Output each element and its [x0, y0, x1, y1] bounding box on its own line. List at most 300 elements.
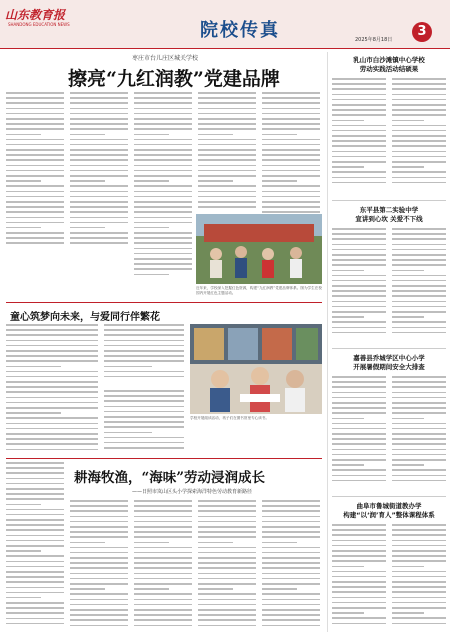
text-line [6, 232, 64, 234]
sidebar-sep-2 [332, 348, 446, 349]
text-line [70, 526, 128, 528]
sidebar-item-1-title: 乳山市白沙滩镇中心学校 劳动实践活动结硕果 [353, 56, 425, 73]
text-line [332, 140, 386, 142]
text-line [332, 402, 386, 404]
text-line [332, 244, 386, 246]
text-line [392, 566, 424, 568]
text-line [104, 390, 184, 392]
text-line [262, 201, 320, 203]
text-line [134, 92, 192, 94]
text-line [262, 531, 320, 533]
text-line [392, 418, 424, 420]
text-line [332, 617, 386, 619]
text-line [134, 108, 192, 110]
text-line [262, 619, 320, 621]
text-line [104, 447, 184, 449]
text-line [70, 191, 128, 193]
text-line [6, 618, 64, 620]
text-line [392, 301, 446, 303]
text-line [198, 588, 233, 590]
lead-body-col-2 [70, 92, 128, 252]
text-line [262, 123, 320, 125]
text-line [262, 583, 320, 585]
text-line [332, 301, 386, 303]
text-line [332, 550, 386, 552]
text-line [392, 402, 446, 404]
text-line [392, 581, 446, 583]
text-line [392, 130, 446, 132]
page-number: 3 [412, 22, 432, 42]
text-line [332, 386, 386, 388]
text-line [198, 149, 256, 151]
text-line [6, 170, 64, 172]
text-line [134, 619, 192, 621]
text-line [392, 177, 446, 179]
text-line [392, 545, 446, 547]
text-line [198, 92, 256, 94]
text-line [6, 524, 64, 526]
text-line [392, 480, 446, 482]
text-line [70, 165, 128, 167]
text-line [198, 552, 256, 554]
lead-photo-caption: 近年来，学校深入挖掘红色资源，构建“九红润教”党建品牌体系。图为学生在校园内开展红色主题活动。 [196, 286, 322, 295]
text-line [134, 516, 192, 518]
text-line [392, 88, 446, 90]
text-line [198, 144, 256, 146]
text-line [262, 625, 320, 627]
text-line [198, 542, 233, 544]
text-line [332, 254, 386, 256]
text-line [332, 125, 386, 127]
text-line [6, 92, 64, 94]
text-line [392, 454, 446, 456]
text-line [392, 617, 446, 619]
text-line [392, 540, 446, 542]
text-line [70, 123, 128, 125]
text-line [70, 604, 128, 606]
text-line [332, 597, 386, 599]
text-line [104, 355, 184, 357]
text-line [70, 609, 128, 611]
text-line [262, 92, 320, 94]
text-line [104, 395, 184, 397]
feature3-body-col-2 [70, 500, 128, 632]
text-line [6, 407, 98, 409]
text-line [70, 128, 128, 130]
text-line [392, 524, 446, 526]
text-line [6, 462, 64, 464]
text-line [6, 329, 98, 331]
text-line [332, 581, 386, 583]
text-line [6, 561, 64, 563]
text-line [262, 139, 320, 141]
text-line [332, 534, 386, 536]
text-line [262, 526, 320, 528]
text-line [332, 290, 386, 292]
text-line [134, 510, 192, 512]
text-line [392, 161, 446, 163]
text-line [134, 97, 192, 99]
text-line [392, 392, 446, 394]
lead-body-col-5 [262, 92, 320, 222]
text-line [198, 593, 256, 595]
text-line [134, 562, 192, 564]
text-line [392, 259, 446, 261]
text-line [6, 381, 98, 383]
text-line [332, 449, 386, 451]
sidebar-sep-1 [332, 200, 446, 201]
text-line [6, 438, 98, 440]
sidebar-item-3-body-col-1 [332, 376, 386, 488]
text-line [70, 154, 128, 156]
text-line [198, 583, 256, 585]
text-line [104, 442, 184, 444]
text-line [198, 128, 256, 130]
feature2-photo [190, 324, 322, 414]
text-line [332, 540, 386, 542]
text-line [332, 428, 386, 430]
text-line [198, 108, 256, 110]
text-line [6, 623, 64, 625]
text-line [332, 99, 386, 101]
lead-photo [196, 214, 322, 284]
text-line [134, 583, 192, 585]
text-line [332, 94, 386, 96]
text-line [134, 149, 192, 151]
text-line [134, 170, 192, 172]
text-line [70, 567, 128, 569]
text-line [332, 423, 386, 425]
text-line [392, 151, 446, 153]
sidebar-item-1-body-col-2 [392, 78, 446, 190]
text-line [6, 159, 64, 161]
text-line [70, 102, 128, 104]
text-line [6, 324, 98, 326]
text-line [6, 472, 64, 474]
text-line [392, 311, 446, 313]
text-line [134, 552, 192, 554]
text-line [262, 542, 297, 544]
text-line [332, 259, 386, 261]
text-line [262, 180, 297, 182]
text-line [392, 376, 446, 378]
text-line [332, 560, 386, 562]
text-line [392, 433, 446, 435]
text-line [70, 599, 128, 601]
text-line [70, 588, 105, 590]
text-line [332, 381, 386, 383]
text-line [134, 253, 192, 255]
text-line [332, 571, 386, 573]
text-line [392, 464, 424, 466]
text-line [332, 311, 386, 313]
text-line [70, 505, 128, 507]
text-line [332, 83, 386, 85]
text-line [134, 134, 169, 136]
text-line [6, 185, 64, 187]
text-line [392, 459, 446, 461]
text-line [134, 268, 192, 270]
text-line [332, 171, 386, 173]
text-line [6, 334, 98, 336]
text-line [104, 345, 184, 347]
text-line [6, 545, 64, 547]
text-line [104, 324, 184, 326]
text-line [6, 535, 64, 537]
text-line [104, 334, 184, 336]
text-line [332, 104, 386, 106]
text-line [392, 560, 446, 562]
text-line [70, 552, 128, 554]
text-line [262, 516, 320, 518]
text-line [262, 547, 320, 549]
text-line [6, 602, 64, 604]
text-line [332, 78, 386, 80]
text-line [6, 576, 64, 578]
text-line [6, 607, 64, 609]
text-line [392, 597, 446, 599]
text-line [6, 154, 64, 156]
text-line [6, 237, 64, 239]
text-line [332, 376, 386, 378]
feature2-body-col-1 [6, 324, 98, 454]
text-line [262, 567, 320, 569]
text-line [392, 270, 424, 272]
section-title: 院校传真 [200, 20, 280, 41]
text-line [262, 593, 320, 595]
text-line [134, 227, 169, 229]
text-line [392, 275, 446, 277]
text-line [134, 578, 192, 580]
text-line [134, 206, 192, 208]
text-line [332, 555, 386, 557]
text-line [392, 321, 446, 323]
text-line [134, 144, 192, 146]
lead-body-col-4 [198, 92, 256, 212]
text-line [6, 201, 64, 203]
text-line [6, 449, 98, 451]
text-line [262, 108, 320, 110]
text-line [104, 437, 184, 439]
text-line [392, 475, 446, 477]
text-line [6, 355, 98, 357]
text-line [332, 433, 386, 435]
text-line [392, 171, 446, 173]
text-line [70, 139, 128, 141]
text-line [332, 612, 364, 614]
text-line [392, 534, 446, 536]
text-line [104, 376, 184, 378]
text-line [104, 371, 184, 373]
text-line [6, 540, 64, 542]
text-line [392, 254, 446, 256]
text-line [392, 443, 446, 445]
text-line [332, 161, 386, 163]
text-line [392, 125, 446, 127]
text-line [104, 350, 184, 352]
text-line [70, 562, 128, 564]
text-line [134, 557, 192, 559]
text-line [70, 113, 128, 115]
text-line [6, 529, 64, 531]
text-line [134, 531, 192, 533]
text-line [392, 290, 446, 292]
text-line [134, 588, 169, 590]
text-line [262, 159, 320, 161]
text-line [332, 306, 386, 308]
text-line [134, 211, 192, 213]
text-line [70, 149, 128, 151]
text-line [6, 467, 64, 469]
text-line [392, 591, 446, 593]
text-line [70, 531, 128, 533]
text-line [392, 332, 446, 334]
text-line [332, 459, 386, 461]
text-line [6, 97, 64, 99]
text-line [70, 547, 128, 549]
feature3-top-rule [6, 458, 322, 459]
text-line [392, 586, 446, 588]
lead-kicker: 枣庄市台儿庄区城关学校 [132, 55, 199, 62]
text-line [198, 165, 256, 167]
text-line [104, 360, 184, 362]
text-line [6, 555, 64, 557]
text-line [392, 428, 446, 430]
text-line [392, 135, 446, 137]
text-line [332, 623, 386, 625]
text-line [134, 139, 192, 141]
text-line [70, 542, 105, 544]
text-line [70, 521, 128, 523]
text-line [332, 607, 386, 609]
text-line [134, 500, 192, 502]
text-line [104, 400, 184, 402]
text-line [392, 612, 424, 614]
text-line [332, 407, 386, 409]
text-line [134, 593, 192, 595]
text-line [198, 536, 256, 538]
text-line [134, 191, 192, 193]
text-line [332, 120, 364, 122]
text-line [392, 78, 446, 80]
text-line [134, 567, 192, 569]
text-line [392, 571, 446, 573]
feature3-subheadline: ——日照市岚山区头小学探索海洋特色劳动教育新路径 [132, 489, 253, 495]
text-line [70, 536, 128, 538]
text-line [332, 545, 386, 547]
text-line [134, 123, 192, 125]
text-line [134, 263, 192, 265]
text-line [392, 602, 446, 604]
text-line [134, 258, 192, 260]
newspaper-logo: 山东教育报 [5, 8, 66, 22]
text-line [332, 591, 386, 593]
text-line [332, 443, 386, 445]
text-line [70, 92, 128, 94]
text-line [6, 227, 41, 229]
text-line [392, 306, 446, 308]
text-line [332, 576, 386, 578]
text-line [332, 130, 386, 132]
text-line [6, 340, 98, 342]
text-line [6, 242, 64, 244]
text-line [6, 211, 64, 213]
text-line [262, 505, 320, 507]
text-line [392, 145, 446, 147]
text-line [332, 438, 386, 440]
text-line [70, 557, 128, 559]
text-line [198, 118, 256, 120]
text-line [392, 114, 446, 116]
sidebar-item-4-title: 曲阜市鲁城街道教办学 构建“以‘润’育人”整体课程体系 [343, 502, 435, 519]
text-line [134, 222, 192, 224]
text-line [198, 175, 256, 177]
text-line [262, 510, 320, 512]
text-line [262, 562, 320, 564]
text-line [262, 113, 320, 115]
text-line [70, 593, 128, 595]
text-line [70, 578, 128, 580]
text-line [332, 145, 386, 147]
text-line [70, 516, 128, 518]
text-line [70, 196, 128, 198]
text-line [134, 274, 169, 276]
text-line [104, 411, 184, 413]
feature2-body-col-3 [104, 390, 184, 454]
text-line [6, 191, 64, 193]
text-line [332, 566, 364, 568]
text-line [70, 614, 128, 616]
issue-date: 2025年8月18日 [355, 37, 393, 43]
text-line [198, 500, 256, 502]
text-line [6, 139, 64, 141]
text-line [262, 552, 320, 554]
text-line [198, 191, 256, 193]
text-line [392, 397, 446, 399]
text-line [70, 159, 128, 161]
text-line [6, 412, 61, 414]
text-line [332, 280, 386, 282]
text-line [392, 316, 424, 318]
text-line [332, 602, 386, 604]
text-line [70, 242, 128, 244]
sidebar-item-4-body-col-1 [332, 524, 386, 632]
text-line [392, 264, 446, 266]
text-line [198, 562, 256, 564]
text-line [198, 97, 256, 99]
text-line [332, 454, 386, 456]
text-line [262, 97, 320, 99]
text-line [262, 609, 320, 611]
text-line [198, 567, 256, 569]
text-line [262, 599, 320, 601]
text-line [262, 536, 320, 538]
text-line [262, 149, 320, 151]
feature2-top-rule [6, 302, 322, 303]
text-line [70, 222, 128, 224]
text-line [104, 421, 184, 423]
text-line [392, 449, 446, 451]
text-line [262, 557, 320, 559]
text-line [134, 128, 192, 130]
text-line [332, 285, 386, 287]
text-line [70, 118, 128, 120]
text-line [262, 521, 320, 523]
text-line [198, 510, 256, 512]
text-line [134, 165, 192, 167]
text-line [332, 327, 386, 329]
text-line [198, 159, 256, 161]
